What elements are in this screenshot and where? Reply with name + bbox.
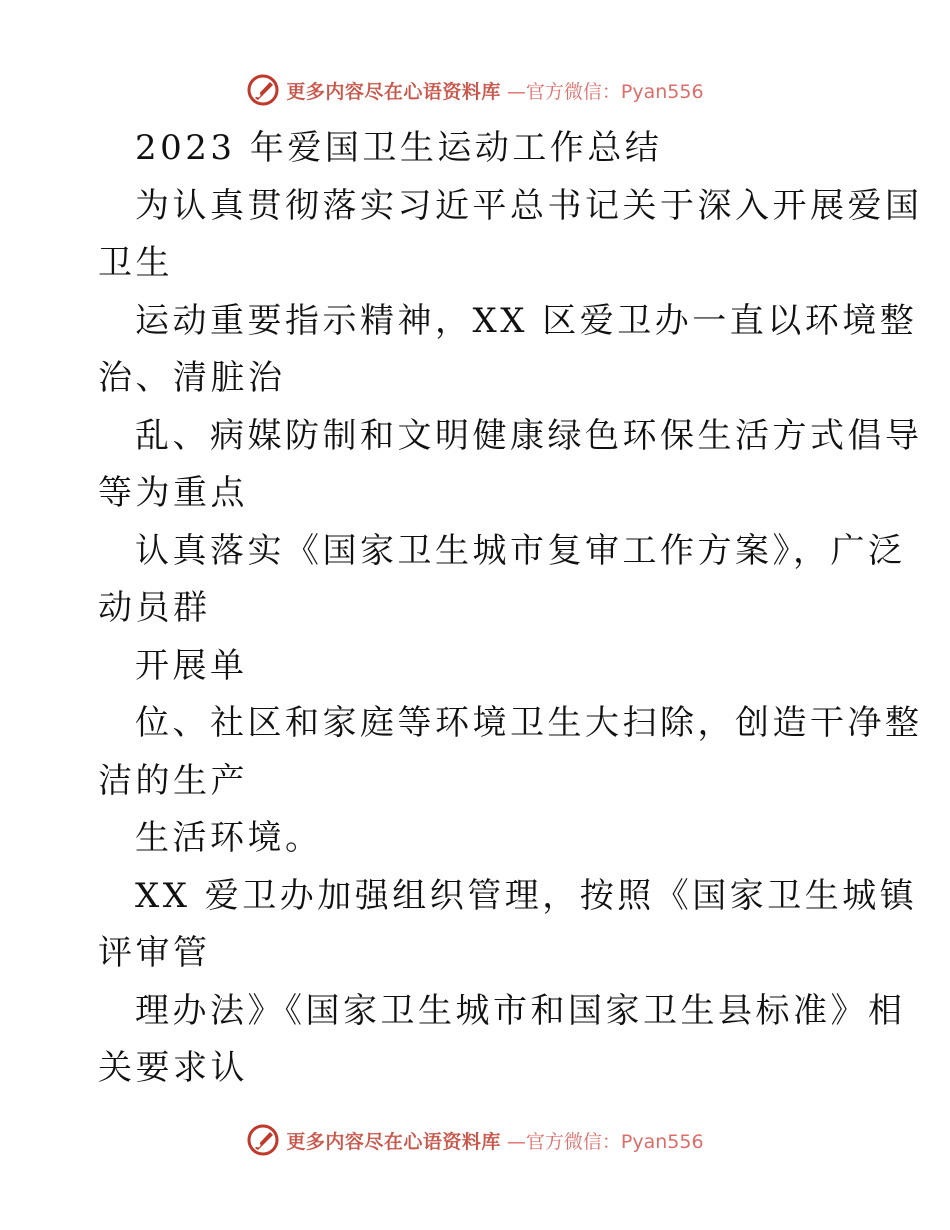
text-line: 位、社区和家庭等环境卫生大扫除，创造干净整 xyxy=(135,703,923,743)
text-line: 为认真贯彻落实习近平总书记关于深入开展爱国 xyxy=(135,185,923,226)
text-line: 等为重点 xyxy=(98,473,248,513)
text-line: 生活环境。 xyxy=(135,818,323,858)
text-line: 卫生 xyxy=(98,243,173,283)
text-line: XX 爱卫办加强组织管理，按照《国家卫生城镇 xyxy=(135,875,918,916)
header-contact-text: —官方微信：Pyan556 xyxy=(506,80,704,103)
header-brand-text: 更多内容尽在心语资料库 xyxy=(286,80,501,103)
footer-watermark-banner xyxy=(0,1122,950,1158)
quill-seal-icon xyxy=(246,73,280,107)
header-watermark-banner xyxy=(0,72,950,108)
text-line: 关要求认 xyxy=(98,1048,248,1088)
document-body xyxy=(98,120,923,1098)
text-line: 动员群 xyxy=(98,588,211,628)
text-line: 认真落实《国家卫生城市复审工作方案》，广泛 xyxy=(135,530,906,571)
footer-brand-text: 更多内容尽在心语资料库 xyxy=(286,1130,501,1153)
document-title: 2023 年爱国卫生运动工作总结 xyxy=(135,128,663,168)
quill-seal-icon xyxy=(246,1123,280,1157)
text-line: 运动重要指示精神，XX 区爱卫办一直以环境整 xyxy=(135,300,918,341)
footer-contact-text: —官方微信：Pyan556 xyxy=(506,1130,704,1153)
text-line: 乱、病媒防制和文明健康绿色环保生活方式倡导 xyxy=(135,415,923,456)
text-line: 理办法》《国家卫生城市和国家卫生县标准》相 xyxy=(135,990,906,1031)
text-line: 开展单 xyxy=(135,645,248,686)
text-line: 洁的生产 xyxy=(98,760,248,801)
text-line: 评审管 xyxy=(98,933,211,973)
text-line: 治、清脏治 xyxy=(98,358,286,398)
